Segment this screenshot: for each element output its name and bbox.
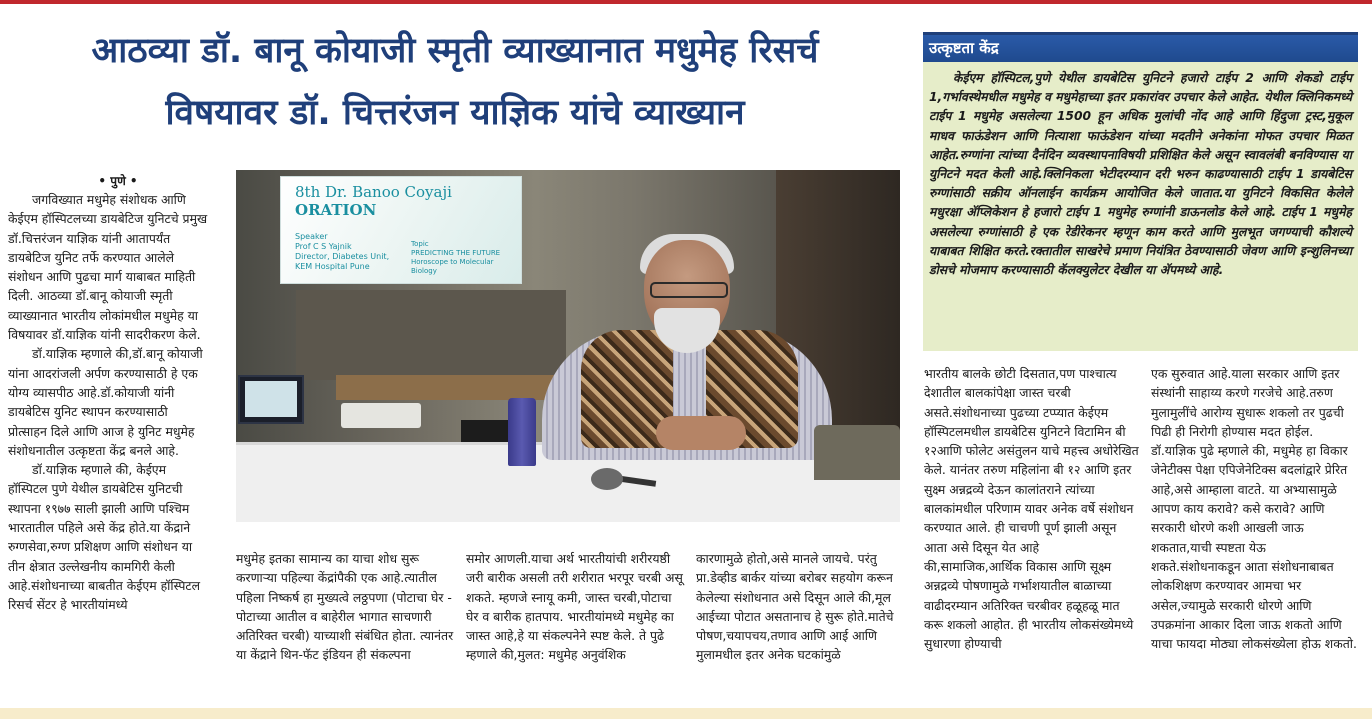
water-bottle xyxy=(508,398,536,466)
paragraph: समोर आणली.याचा अर्थ भारतीयांची शरीरयष्ठी जरी बारीक असली तरी शरीरात भरपूर चरबी असू शकते. म्हणजे स्नायू कमी, जास्त चरबी,पोटाचा घेर व बारीक हातपाय. भारतीयांमध्ये मधुमेह का जास्त आहे,हे या संकल्पनेने स्पष्ट केले. ते पुढे म्हणाले की,मुलत: मधुमेह अनुवंशिक xyxy=(466,551,683,663)
sidebar-text xyxy=(929,69,1352,280)
paragraph: एक सुरुवात आहे.याला सरकार आणि इतर संस्थांनी साहाय्य करणे गरजेचे आहे.तरुण मुलामुलींचे आरोग्य सुधारू शकलो तर पुढची पिढी ही निरोगी होण्यास मदत होईल. डॉ.याज्ञिक पुढे म्हणाले की, मधुमेह हा विकार जेनेटीक्स पेक्षा एपिजेनेटिक्स बदलांद्वारे प्रेरित आहे,असे आम्हाला वाटते. या अभ्यासामुळे आपण काय करावे? कसे करावे? आणि सरकारी धोरणे कशी आखली जाऊ शकतात,याची स्पष्टता येऊ शकते.संशोधनाकडून आता संशोधनाबाबत लोकशिक्षण करण्यावर आमचा भर असेल,ज्यामुळे सरकारी धोरणे आणि उपक्रमांना आकार दिला जाऊ शकतो आणि याचा फायदा मोठ्या लोकसंख्येला होऊ शकतो. xyxy=(1151,366,1357,652)
article-column-1 xyxy=(8,190,208,615)
laptop-screen xyxy=(245,381,297,417)
speaker-role: Director, Diabetes Unit, xyxy=(295,252,390,261)
paragraph: डॉ.याज्ञिक म्हणाले की,डॉ.बानू कोयाजी यांना आदरांजली अर्पण करण्यासाठी हे एक योग्य व्यासपीठ आहे.डॉ.कोयाजी यांनी डायबेटिस युनिट स्थापन करण्यासाठी प्रोत्साहन दिले आणि आज हे युनिट मधुमेह संशोधनातील उत्कृष्टता केंद्र बनले आहे. xyxy=(8,346,203,458)
bag xyxy=(814,425,900,480)
paragraph: जगविख्यात मधुमेह संशोधक आणि केईएम हॉस्पिटलच्या डायबेटिज युनिटचे प्रमुख डॉ.चित्तरंजन याज्ञिक यांनी आतापर्यंत डायबेटिज युनिट तर्फे करण्यात आलेले संशोधन आणि पुढचा मार्ग याबाबत माहिती दिली. आठव्या डॉ.बानू कोयाजी स्मृती व्याख्यानात भारतीय लोकांमधील मधुमेह या विषयावर डॉ.याज्ञिक यांनी सादरीकरण केले. xyxy=(8,192,208,343)
topic-line-1: PREDICTING THE FUTURE xyxy=(411,249,501,257)
paragraph: कारणामुळे होतो,असे मानले जायचे. परंतु प्रा.डेव्हीड बार्कर यांच्या बरोबर सहयोग करून केलेल्या संशोधनात असे दिसून आले की,मूल आईच्या पोटात असतानाच हे सुरू होते.मातेचे पोषण,चयापचय,तणाव आणि आई आणि मुलामधील इतर अनेक घटकांमुळे xyxy=(696,551,894,663)
wood-panel xyxy=(296,290,566,380)
headline-line-2: विषयावर डॉ. चित्तरंजन याज्ञिक यांचे व्याख्यान xyxy=(165,93,745,133)
topic-label: Topic xyxy=(411,240,429,248)
projector xyxy=(341,403,421,428)
speaker-label: Speaker xyxy=(295,232,328,241)
sidebar-title: उत्कृष्टता केंद्र xyxy=(923,35,1358,62)
screen-speaker xyxy=(295,232,389,272)
article-column-6 xyxy=(1151,364,1359,653)
microphone-icon xyxy=(591,468,623,490)
projection-screen xyxy=(280,176,522,284)
headline-line-1: आठव्या डॉ. बानू कोयाजी स्मृती व्याख्यानात मधुमेह रिसर्च xyxy=(91,31,819,71)
paragraph: डॉ.याज्ञिक म्हणाले की, केईएम हॉस्पिटल पुणे येथील डायबेटिस युनिटची स्थापना १९७७ साली झाली आणि पश्चिम भारतातील पहिले असे केंद्र होते.या केंद्राने रुग्णसेवा,रुग्ण प्रशिक्षण आणि संशोधन या तीन क्षेत्रात उल्लेखनीय कामगिरी केली आहे.संशोधनाच्या बाबतीत केईएम हॉस्पिटल रिसर्च सेंटर हे भारतीयांमध्ये xyxy=(8,462,201,613)
speaker-hands xyxy=(656,416,746,450)
dateline: • पुणे • xyxy=(98,174,138,188)
paragraph: भारतीय बालके छोटी दिसतात,पण पाश्चात्य देशातील बालकांपेक्षा जास्त चरबी असते.संशोधनाच्या पुढच्या टप्प्यात केईएम हॉस्पिटलमधील डायबेटिस युनिटने विटामिन बी १२आणि फोलेट असंतुलन याचे महत्त्व अधोरेखित केले. यानंतर तरुण महिलांना बी १२ आणि इतर सुक्ष्म अन्नद्रव्ये देऊन कालांतराने त्यांच्या बालकांमधील परिणाम यावर अनेक वर्षे संशोधन करण्यात आले. ही चाचणी पूर्ण झाली असून आता असे दिसून येत आहे की,सामाजिक,आर्थिक विकास आणि सूक्ष्म अन्नद्रव्ये पोषणामुळे गर्भाशयातील बाळाच्या वाढीदरम्यान अतिरिक्त चरबीवर हळूहळू मात करू शकलो आहोत. ही भारतीय लोकसंख्येमध्ये सुधारणा होण्याची xyxy=(924,366,1139,652)
sidebar-box xyxy=(923,32,1358,351)
lecture-photo xyxy=(236,170,900,522)
bottom-band xyxy=(0,708,1372,719)
speaker-name: Prof C S Yajnik xyxy=(295,242,352,251)
screen-topic xyxy=(411,240,521,276)
screen-title: 8th Dr. Banoo Coyaji xyxy=(295,183,452,201)
topic-line-2: Horoscope to Molecular Biology xyxy=(411,258,494,275)
speaker-glasses xyxy=(650,282,728,298)
headline xyxy=(0,20,910,144)
sidebar-paragraph: केईएम हॉस्पिटल,पुणे येथील डायबेटिस युनिटने हजारो टाईप 2 आणि शेकडो टाईप 1,गर्भावस्थेमधील मधुमेह व मधुमेहाच्या इतर प्रकारांवर उपचार केले आहेत. येथील क्लिनिकमध्ये टाईप 1 मधुमेह असलेल्या 1500 हून अधिक मुलांची नोंद आहे आणि हिंदुजा ट्रस्ट,मुकूल माधव फाऊंडेशन आणि नित्याशा फाऊंडेशन यांच्या मदतीने अनेकांना मोफत उपचार मिळत आहेत.रुग्णांना त्यांच्या दैनंदिन व्यवस्थापनाविषयी प्रशिक्षित केले असून स्वावलंबी बनविण्यास या युनिटने मदत केली आहे.क्लिनिकला भेटीदरम्यान दरी भरुन काढण्यासाठी टाईप 1 डायबेटिस रुग्णांसाठी सक्रीय ऑनलाईन कार्यक्रम आयोजित केले जातात.या युनिटने विकसित केलेले मधुरक्षा ॲप्लिकेशन हे हजारो टाईप 1 मधुमेह रुग्णांनी डाऊनलोड केले आहे. टाईप 1 मधुमेह असलेल्या रुग्णांसाठी हे एक रेडीरेकनर म्हणून काम करते आणि मुलभूत जगण्याची कौशल्ये याबाबत शिक्षित करते.रक्तातील साखरेचे प्रमाण नियंत्रित ठेवण्यासाठी जेवण आणि इन्शुलिनच्या डोसचे मोजमाप करण्यासाठी कॅलक्युलेटर देखील या ॲपमध्ये आहे. xyxy=(929,71,1352,278)
article-column-3 xyxy=(466,549,686,665)
article-column-2 xyxy=(236,549,456,665)
screen-oration: ORATION xyxy=(295,201,377,219)
stage-light xyxy=(336,375,566,400)
paragraph: मधुमेह इतका सामान्य का याचा शोध सुरू करणाऱ्या पहिल्या केंद्रांपैकी एक आहे.त्यातील पहिला निष्कर्ष हा मुख्यत्वे लठ्ठपणा (पोटाचा घेर - पोटाच्या आतील व बाहेरील भागात साचणारी अतिरिक्त चरबी) याच्याशी संबंधित होता. त्यानंतर या केंद्राने थिन-फॅट इंडियन ही संकल्पना xyxy=(236,551,454,663)
speaker-org: KEM Hospital Pune xyxy=(295,262,370,271)
article-column-4 xyxy=(696,549,916,665)
article-column-5 xyxy=(924,364,1140,653)
top-rule xyxy=(0,0,1372,4)
laptop xyxy=(238,375,304,424)
